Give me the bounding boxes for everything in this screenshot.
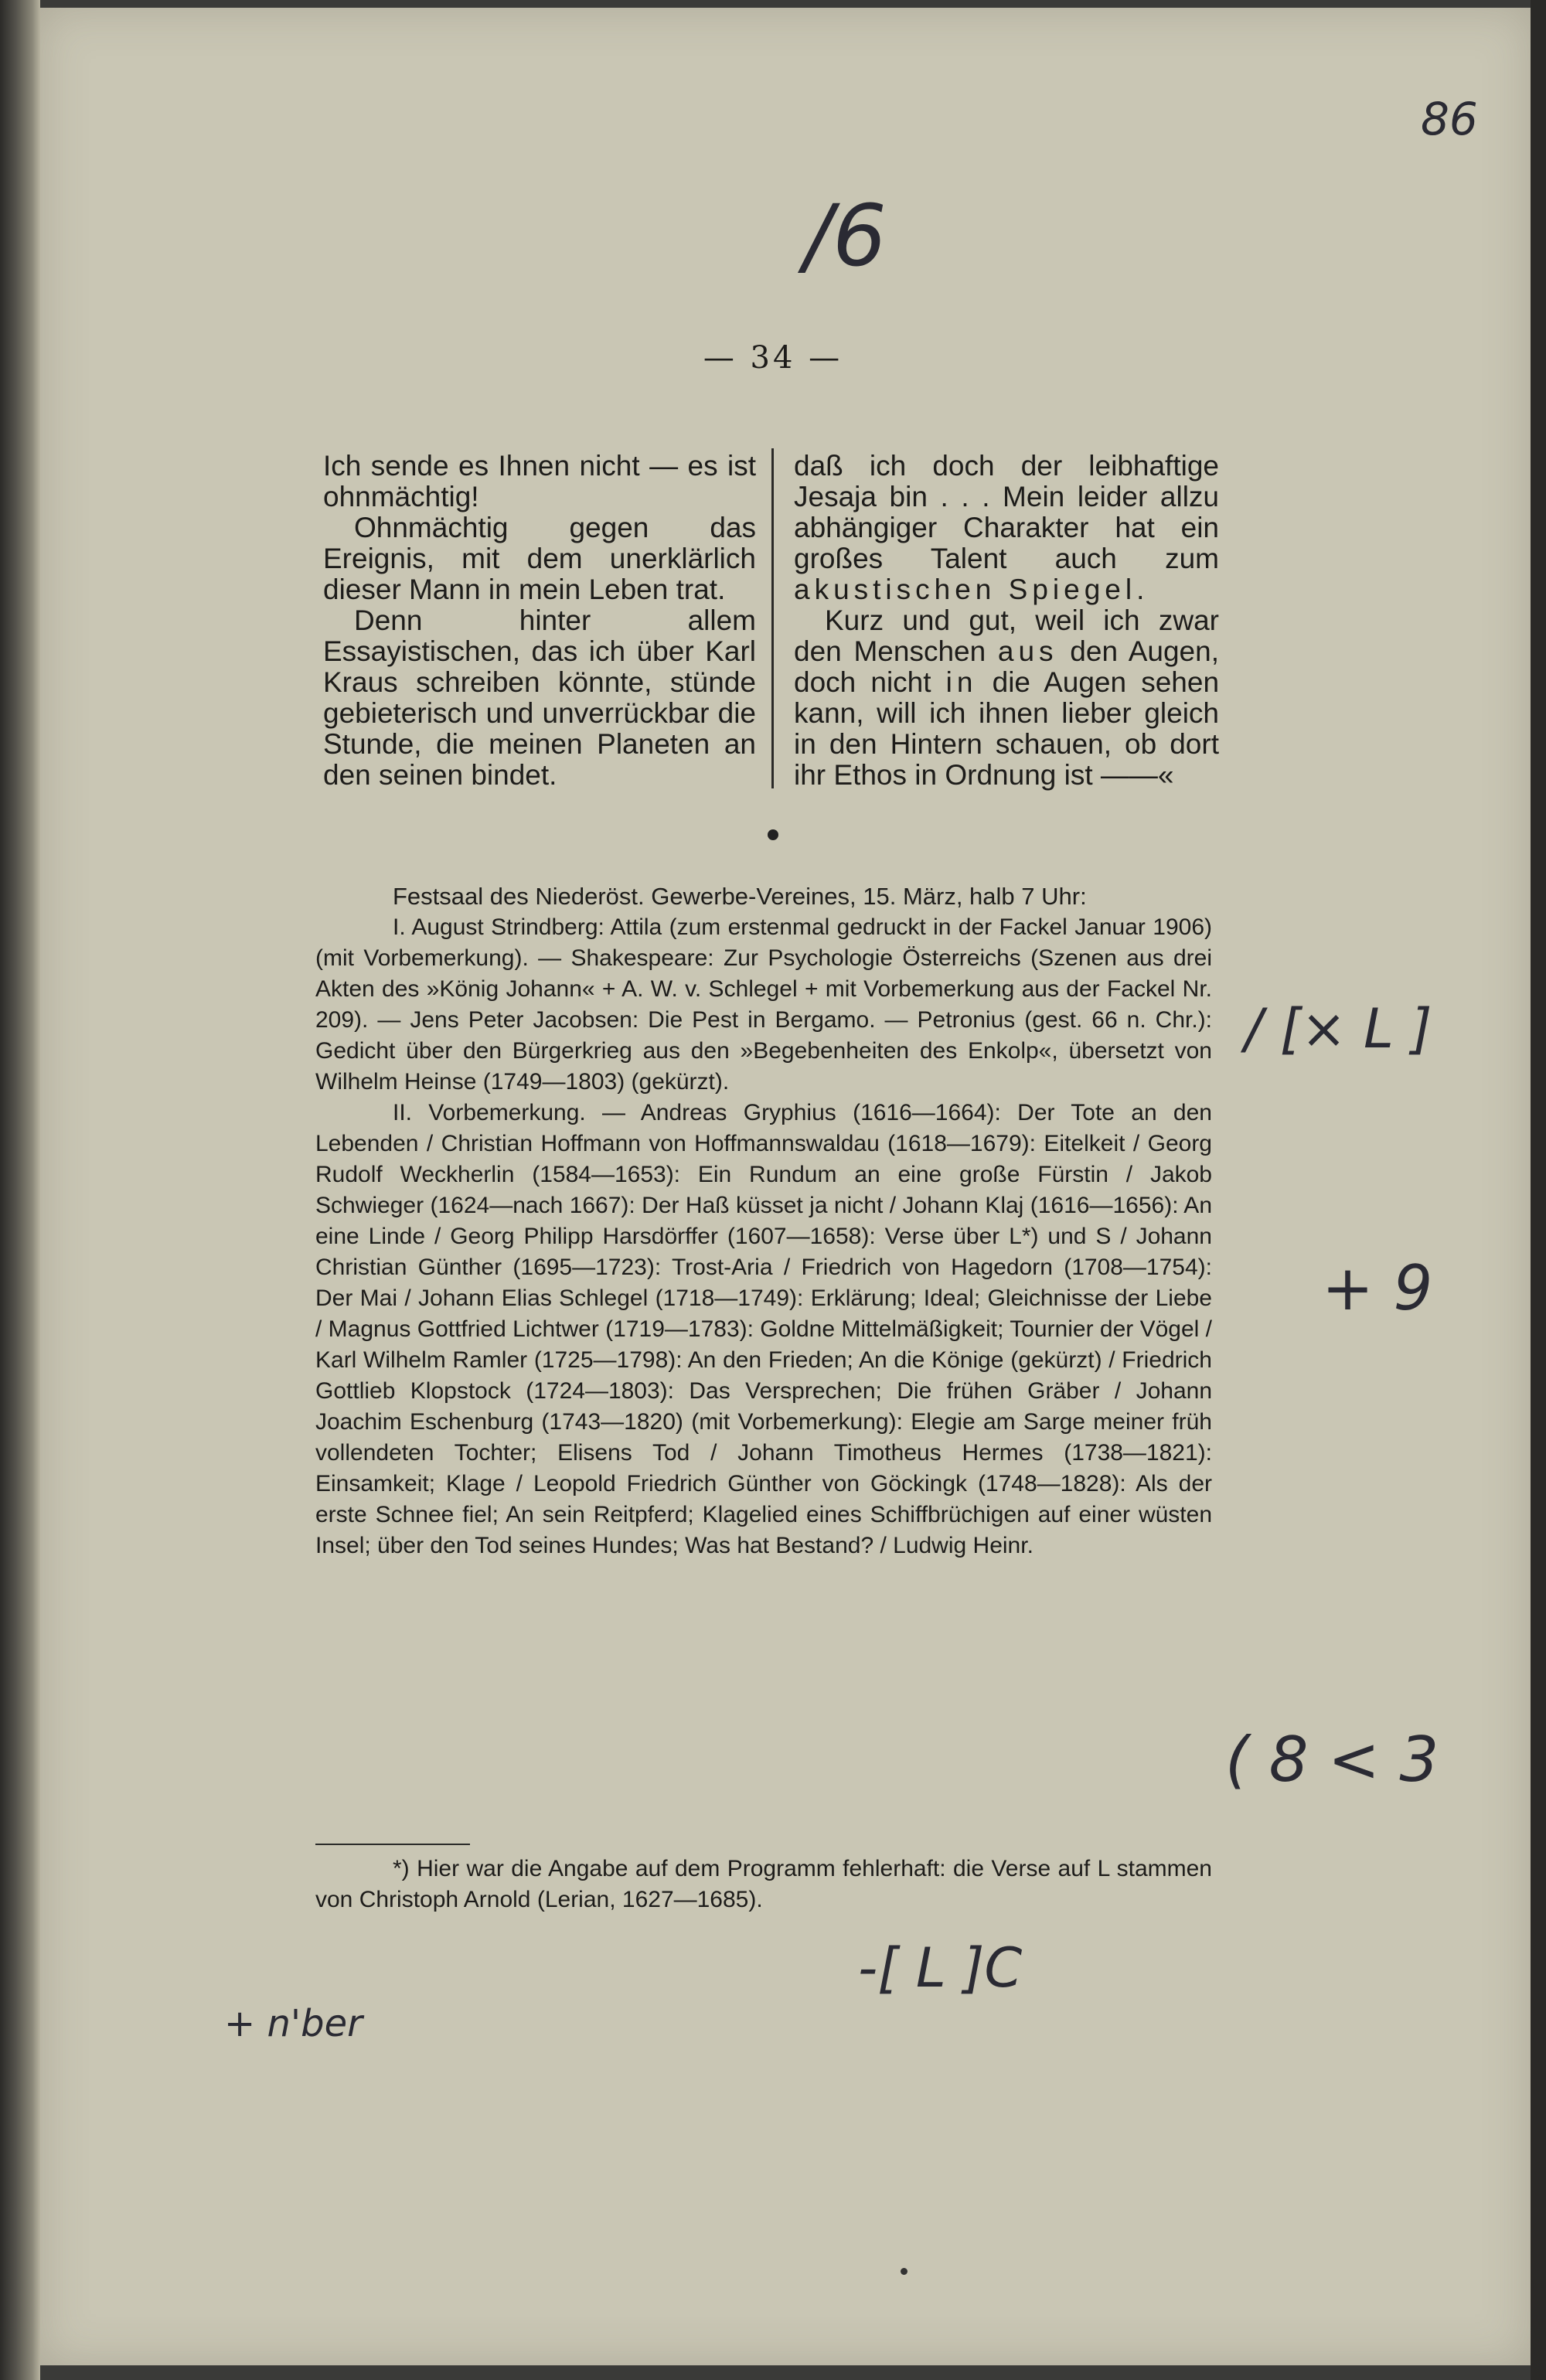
handwritten-folio-number: 86 <box>1421 93 1478 145</box>
right-column <box>794 451 1219 791</box>
right-paragraph-2-spaced-in: in <box>945 666 978 698</box>
handwritten-note-2: + 9 <box>1322 1252 1433 1324</box>
section-separator-dot <box>768 829 778 840</box>
program-part-2: II. Vorbemerkung. — Andreas Gryphius (1616—1664): Der Tote an den Lebenden / Christian Hoffmann von Hoffmannswaldau (1618—1679): Eitelkeit / Georg Rudolf Weckherlin (1584—1653): Ein Rundum an eine große Fürstin / Jakob Schwieger (1624—nach 1667): Der Haß küsset ja nicht / Johann Klaj (1616—1656): An eine Linde / Georg Philipp Harsdörffer (1607—1658): Verse über L*) und S / Johann Christian Günther (1695—1723): Trost-Aria / Friedrich von Hagedorn (1708—1754): Der Mai / Johann Elias Schlegel (1718—1749): Erklärung; Ideal; Gleichnisse der Liebe / Magnus Gottfried Lichtwer (1719—1783): Goldne Mittelmäßigkeit; Tournier der Vögel / Karl Wilhelm Ramler (1725—1798): An den Frieden; An die Könige (gekürzt) / Friedrich Gottlieb Klopstock (1724—1803): Das Versprechen; Die frühen Gräber / Johann Joachim Eschenburg (1743—1820) (mit Vorbemerkung): Elegie am Sarge meiner früh vollendeten Tochter; Elisens Tod / Johann Timotheus Hermes (1738—1821): Einsamkeit; Klage / Leopold Friedrich Günther von Göckingk (1748—1828): Als der erste Schnee fiel; An sein Reitpferd; Klagelied eines Schiffbrüchigen auf einer wüsten Insel; über den Tod seines Hundes; Was hat Bestand? / Ludwig Heinr. <box>315 1100 1213 1558</box>
footnote: *) Hier war die Angabe auf dem Programm fehlerhaft: die Verse auf L stammen von Christoph Arnold (Lerian, 1627—1685). <box>315 1856 1212 1912</box>
right-paragraph-2-spaced-aus: aus <box>997 635 1058 667</box>
handwritten-note-3: ( 8 < 3 <box>1225 1724 1439 1796</box>
right-paragraph-2-after: die Augen sehen kann, will ich ihnen lieber gleich in den Hintern schauen, ob dort ihr Ethos in Ordnung ist ——« <box>794 666 1220 791</box>
left-paragraph-1: Ich sende es Ihnen nicht — es ist ohnmächtig! <box>323 450 756 512</box>
page-number: — 34 — <box>703 340 843 376</box>
left-column <box>323 451 756 791</box>
right-paragraph-2-before: Kurz und gut, weil ich zwar den Menschen <box>794 604 1219 667</box>
right-paragraph-1-spaced: akustischen Spiegel. <box>794 574 1149 605</box>
handwritten-mark-top: /6 <box>804 186 887 285</box>
left-paragraph-3: Denn hinter allem Essayistischen, das ich über Karl Kraus schreiben könnte, stünde gebieterisch und unverrückbar die Stunde, die meinen Planeten an den seinen bindet. <box>323 604 756 791</box>
right-paragraph-1 <box>794 451 1219 605</box>
column-divider <box>771 448 774 788</box>
program-part-1: I. August Strindberg: Attila (zum erstenmal gedruckt in der Fackel Januar 1906) (mit Vorbemerkung). — Shakespeare: Zur Psychologie Österreichs (Szenen aus drei Akten des »König Johann« + A. W. v. Schlegel + mit Vorbemerkung aus der Fackel Nr. 209). — Jens Peter Jacobsen: Die Pest in Bergamo. — Petronius (gest. 66 n. Chr.): Gedicht über den Bürgerkrieg aus den »Begebenheiten des Enkolp«, übersetzt von Wilhelm Heinse (1749—1803) (gekürzt). <box>315 914 1212 1095</box>
program-listing <box>315 881 1212 1561</box>
handwritten-note-4: -[ L ]C <box>858 1936 1023 2000</box>
right-paragraph-2-middle: den Augen, doch nicht <box>794 635 1219 698</box>
handwritten-note-5: + n'ber <box>224 2002 363 2045</box>
page-speck <box>901 2268 908 2275</box>
program-heading: Festsaal des Niederöst. Gewerbe-Vereines, 15. März, halb 7 Uhr: <box>393 883 1087 910</box>
footnote-rule <box>315 1844 470 1845</box>
left-paragraph-2: Ohnmächtig gegen das Ereignis, mit dem unerklärlich dieser Mann in mein Leben trat. <box>323 512 756 605</box>
handwritten-note-1: / [× L ] <box>1245 997 1432 1061</box>
right-paragraph-2 <box>794 605 1219 791</box>
right-paragraph-1-text: daß ich doch der leibhaftige Jesaja bin . . . Mein leider allzu abhängiger Charakter hat ein großes Talent auch zum <box>794 450 1219 574</box>
